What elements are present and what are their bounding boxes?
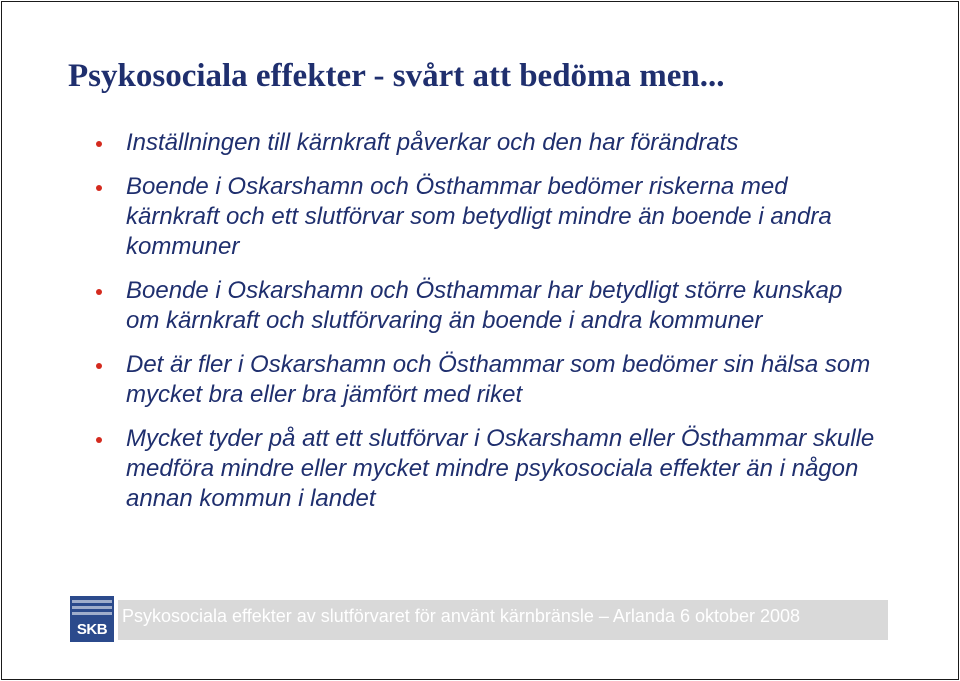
bullet-dot-icon [96,289,102,295]
slide [1,1,959,680]
bullet-text: Inställningen till kärnkraft påverkar och den har förändrats [126,129,739,156]
bullet-item [96,424,876,514]
bullet-item [96,128,876,158]
bullet-dot-icon [96,185,102,191]
bullet-item [96,172,876,262]
skb-logo [70,596,114,642]
bullet-text: Det är fler i Oskarshamn och Östhammar som bedömer sin hälsa som mycket bra eller bra jämfört med riket [126,351,871,408]
bullet-item [96,276,876,336]
bullet-dot-icon [96,437,102,443]
bullet-text: Mycket tyder på att ett slutförvar i Oskarshamn eller Östhammar skulle medföra mindre eller mycket mindre psykosociala effekter än i någon annan kommun i landet [126,425,875,512]
footer [70,596,888,642]
bullet-text: Boende i Oskarshamn och Östhammar har betydligt större kunskap om kärnkraft och slutförvaring än boende i andra kommuner [126,277,843,334]
slide-title: Psykosociala effekter - svårt att bedöma men... [68,58,725,94]
bullet-dot-icon [96,141,102,147]
bullet-text: Boende i Oskarshamn och Östhammar bedömer riskerna med kärnkraft och ett slutförvar som betydligt mindre än boende i andra kommuner [126,173,832,260]
bullet-item [96,350,876,410]
footer-text: Psykosociala effekter av slutförvaret för använt kärnbränsle – Arlanda 6 oktober 2008 [122,606,801,626]
logo-stripe [72,612,112,615]
bullet-dot-icon [96,363,102,369]
logo-stripe [72,606,112,609]
logo-stripe [72,600,112,603]
logo-text: SKB [76,621,108,638]
bullet-list [96,128,876,528]
